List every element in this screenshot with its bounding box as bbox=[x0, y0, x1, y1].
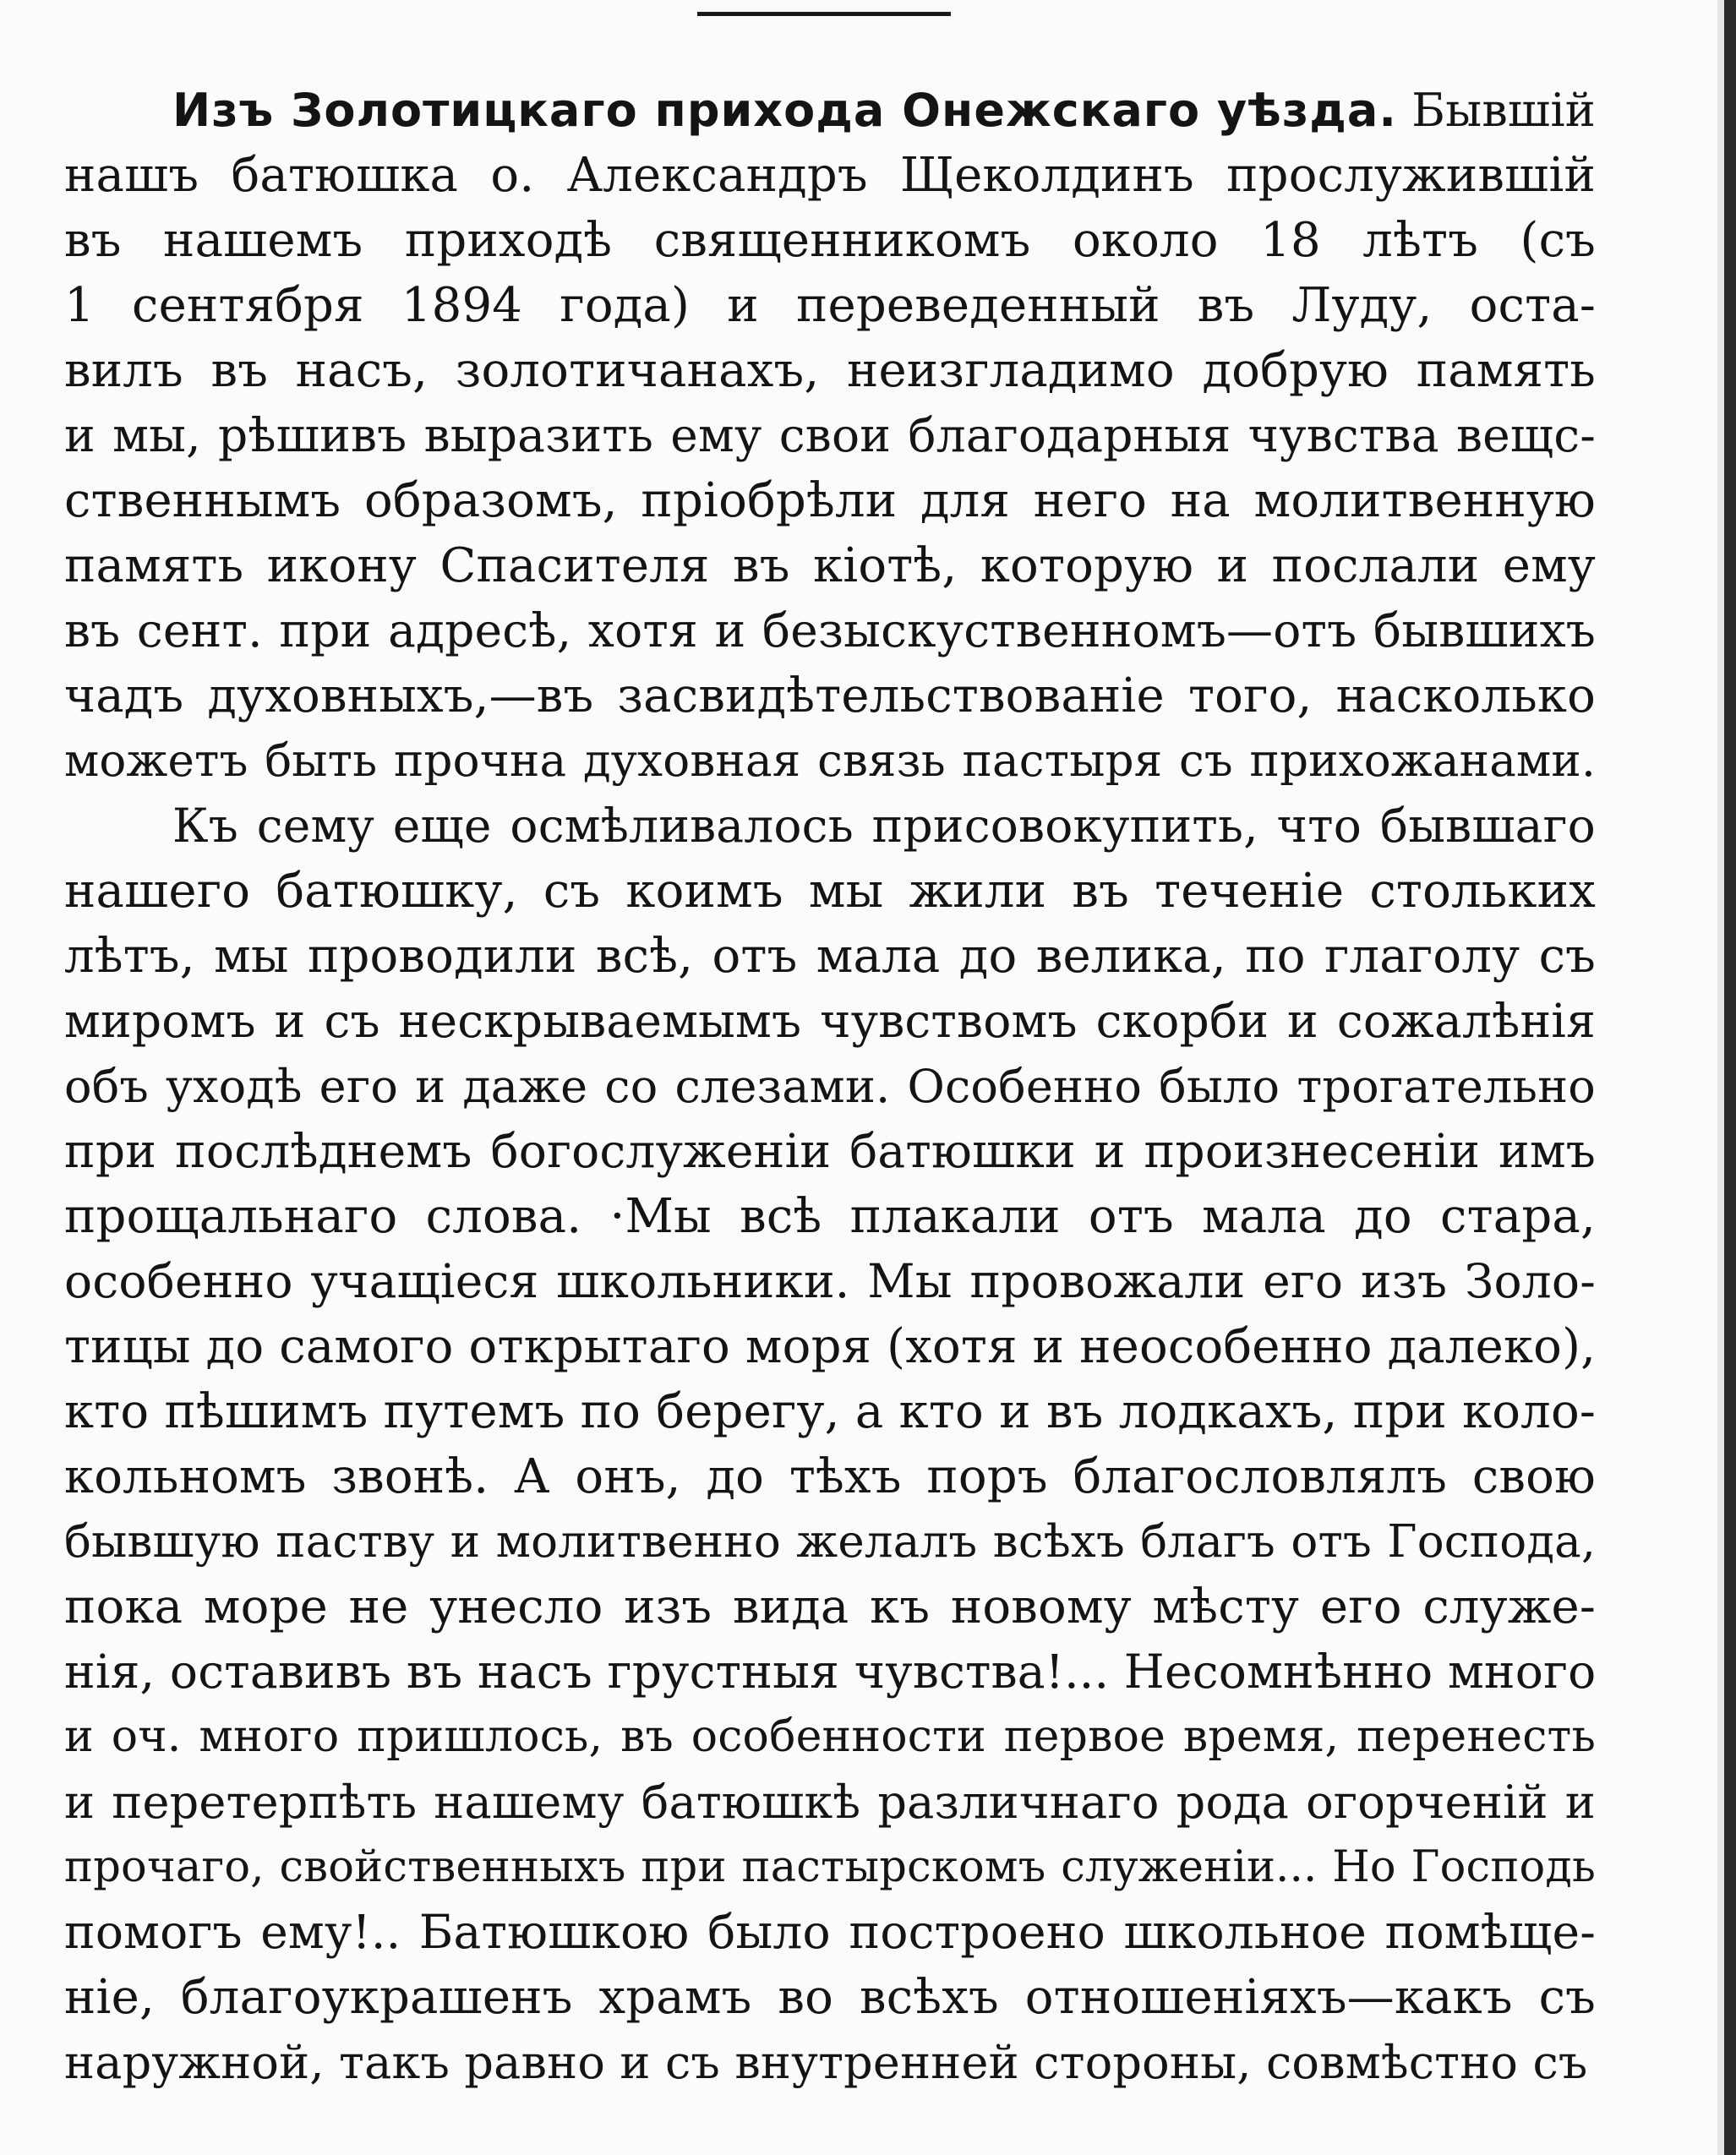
text-line: миромъ и съ нескрываемымъ чувствомъ скорби и сожалѣнія bbox=[64, 994, 1596, 1048]
text-line: тицы до самого открытаго моря (хотя и неособенно далеко), bbox=[64, 1319, 1596, 1374]
text-line: память икону Спасителя въ кіотѣ, которую и послали ему bbox=[64, 538, 1596, 593]
text-line: прочаго, свойственныхъ при пастырскомъ служеніи... Но Господь bbox=[64, 1842, 1596, 1892]
text-line: въ сент. при адресѣ, хотя и безыскуственномъ—отъ бывшихъ bbox=[64, 603, 1596, 657]
text-line: вилъ въ насъ, золотичанахъ, неизгладимо добрую память bbox=[64, 343, 1596, 398]
page-edge-shadow bbox=[1724, 0, 1736, 2155]
text-line: нія, оставивъ въ насъ грустныя чувства!... Несомнѣнно много bbox=[64, 1645, 1596, 1699]
text-line: объ уходѣ его и даже со слезами. Особенно было трогательно bbox=[64, 1060, 1596, 1113]
article-heading: Изъ Золотицкаго прихода Онежскаго уѣзда. bbox=[172, 84, 1397, 137]
article-body bbox=[64, 78, 1596, 2095]
text-line: пока море не унесло изъ вида къ новому мѣсту его служе- bbox=[64, 1579, 1596, 1634]
text-line: при послѣднемъ богослуженіи батюшки и произнесеніи имъ bbox=[64, 1124, 1596, 1178]
article-heading-line bbox=[64, 78, 1596, 143]
text-line: нашъ батюшка о. Александръ Щеколдинъ прослужившій bbox=[64, 148, 1596, 203]
text-line: Бывшій bbox=[1411, 84, 1596, 137]
text-line: нашего батюшку, съ коимъ мы жили въ теченіе стольких bbox=[64, 864, 1596, 919]
text-line: 1 сентября 1894 года) и переведенный въ Луду, оста- bbox=[64, 278, 1596, 333]
text-line: помогъ ему!.. Батюшкою было построено школьное помѣще- bbox=[64, 1905, 1596, 1959]
text-line: въ нашемъ приходѣ священникомъ около 18 лѣтъ (съ bbox=[64, 213, 1596, 268]
text-line: можетъ быть прочна духовная связь пастыря съ прихожанами. bbox=[64, 735, 1596, 787]
text-line: и мы, рѣшивъ выразить ему свои благодарныя чувства вещс- bbox=[64, 408, 1596, 462]
text-line: кто пѣшимъ путемъ по берегу, а кто и въ лодкахъ, при коло- bbox=[64, 1384, 1596, 1439]
text-line: чадъ духовныхъ,—въ засвидѣтельствованіе того, насколько bbox=[64, 668, 1596, 723]
text-line: наружной, такъ равно и съ внутренней стороны, совмѣстно съ bbox=[64, 2036, 1588, 2089]
text-line: ственнымъ образомъ, пріобрѣли для него на молитвенную bbox=[64, 473, 1596, 528]
text-line: прощальнаго слова. ·Мы всѣ плакали отъ мала до стара, bbox=[64, 1189, 1596, 1244]
section-divider bbox=[697, 12, 951, 16]
text-line: Къ сему еще осмѣливалось присовокупить, что бывшаго bbox=[172, 799, 1596, 853]
page-margin bbox=[1717, 0, 1724, 2155]
text-line: особенно учащіеся школьники. Мы провожали его изъ Золо- bbox=[64, 1254, 1596, 1308]
text-line: бывшую паству и молитвенно желалъ всѣхъ благъ отъ Господа, bbox=[64, 1516, 1596, 1568]
text-line: лѣтъ, мы проводили всѣ, отъ мала до велика, по глаголу съ bbox=[64, 929, 1596, 984]
text-line: и оч. много пришлось, въ особенности первое время, перенесть bbox=[64, 1711, 1596, 1762]
text-line: кольномъ звонѣ. А онъ, до тѣхъ поръ благословлялъ свою bbox=[64, 1449, 1596, 1504]
text-line: ніе, благоукрашенъ храмъ во всѣхъ отношеніяхъ—какъ съ bbox=[64, 1970, 1596, 2025]
text-line: и перетерпѣть нашему батюшкѣ различнаго рода огорченій и bbox=[64, 1776, 1596, 1829]
